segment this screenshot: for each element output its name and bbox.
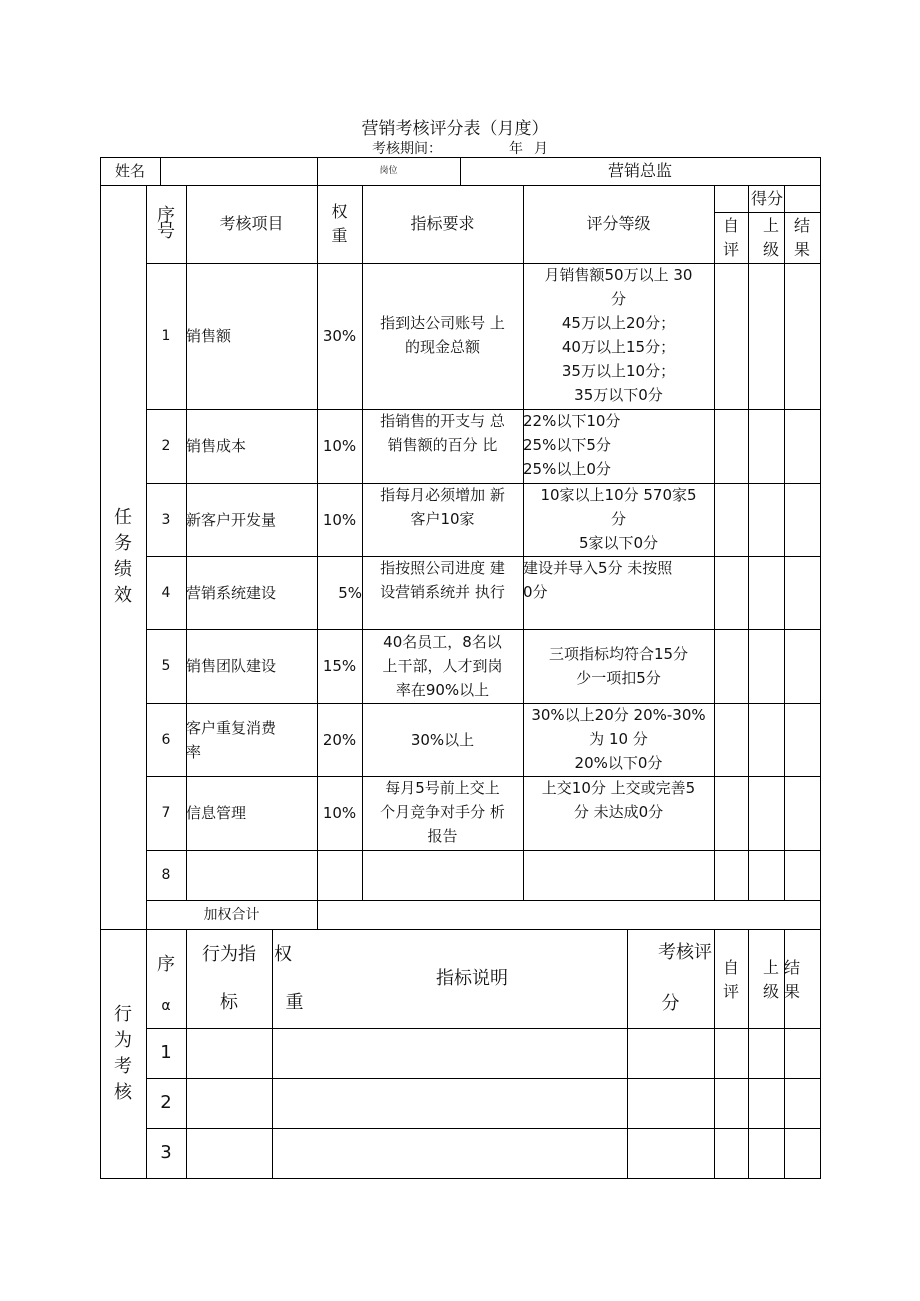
bcol-weight-top: 权 (274, 944, 292, 965)
col-grade: 评分等级 (586, 214, 651, 233)
row-weight: 30% (322, 327, 357, 345)
row-requirement (362, 850, 523, 900)
behavior-cell[interactable] (714, 1028, 748, 1078)
row-grade: 上交10分 上交或完善5 分 未达成0分 (541, 779, 696, 821)
score-result-cell[interactable] (784, 263, 820, 409)
row-item: 销售成本 (186, 437, 247, 455)
row-seq: 7 (161, 805, 171, 821)
row-weight: 10% (322, 437, 357, 455)
behavior-cell[interactable] (748, 1028, 784, 1078)
task-section-label: 任 务 绩 效 (114, 507, 132, 606)
row-item: 新客户开发量 (186, 510, 277, 529)
period-label: 考核期间： (372, 141, 442, 157)
bcol-grade-top: 考核评 (658, 942, 712, 963)
score-result-cell[interactable] (784, 703, 820, 776)
dept-label: 岗位 (379, 166, 398, 176)
row-weight (317, 850, 362, 900)
behavior-cell[interactable] (627, 1028, 714, 1078)
behavior-cell[interactable] (784, 1078, 820, 1128)
row-seq: 3 (161, 511, 171, 528)
col-weight: 权 重 (331, 202, 348, 245)
bcol-result: 结 果 (784, 958, 801, 1001)
score-self-cell[interactable] (714, 483, 748, 556)
bcol-desc: 指标说明 (436, 967, 508, 989)
score-self-cell[interactable] (714, 776, 748, 850)
row-weight: 15% (322, 657, 357, 675)
score-result-cell[interactable] (784, 556, 820, 629)
bcol-weight-bottom: 重 (285, 992, 304, 1013)
score-self-cell[interactable] (714, 703, 748, 776)
score-result-cell[interactable] (784, 850, 820, 900)
bcol-self: 自 评 (722, 958, 739, 1001)
form-title: 营销考核评分表（月度） (361, 119, 549, 139)
score-superior-cell[interactable] (748, 483, 784, 556)
score-self-cell[interactable] (714, 629, 748, 703)
row-grade: 三项指标均符合15分 少一项扣5分 (548, 645, 689, 687)
col-self: 自 评 (722, 215, 739, 259)
score-result-cell[interactable] (784, 409, 820, 483)
row-grade: 月销售额50万以上 30 分 45万以上20分； 40万以上15分； 35万以上10分； 35万以下0分 (544, 266, 693, 404)
behavior-section-label: 行 为 考 核 (114, 1003, 132, 1103)
row-item (186, 850, 317, 900)
row-weight: 10% (322, 804, 357, 822)
col-item: 考核项目 (219, 214, 284, 233)
score-self-cell[interactable] (714, 556, 748, 629)
bcol-indicator-top: 行为指 (202, 944, 256, 965)
row-weight: 10% (322, 510, 357, 529)
period-month: 月 (534, 141, 548, 157)
behavior-cell[interactable] (748, 1128, 784, 1178)
row-item: 营销系统建设 (186, 583, 277, 602)
row-seq: 1 (161, 328, 171, 344)
row-seq: 2 (161, 438, 171, 454)
col-score: 得分 (750, 188, 783, 208)
behavior-cell[interactable] (627, 1078, 714, 1128)
score-superior-cell[interactable] (748, 850, 784, 900)
row-seq: 5 (161, 658, 171, 674)
behavior-cell[interactable] (272, 1128, 317, 1178)
name-label: 姓名 (114, 162, 145, 180)
behavior-cell[interactable] (272, 1028, 317, 1078)
position-value: 营销总监 (607, 161, 672, 180)
bcol-seq-mark: α (161, 998, 171, 1014)
behavior-cell[interactable] (272, 1078, 317, 1128)
score-superior-cell[interactable] (748, 629, 784, 703)
row-item: 信息管理 (186, 804, 247, 822)
behavior-cell[interactable] (186, 1078, 272, 1128)
row-requirement: 每月5号前上交上 个月竞争对手分 析 报告 (380, 779, 505, 845)
row-grade (523, 850, 714, 900)
bcol-indicator-bottom: 标 (220, 992, 238, 1013)
row-requirement: 指到达公司账号 上 的现金总额 (380, 314, 505, 356)
behavior-cell[interactable] (317, 1128, 627, 1178)
row-item: 销售团队建设 (186, 657, 277, 675)
grid-line (100, 1178, 821, 1179)
col-superior: 上 级 (762, 215, 779, 259)
col-requirement: 指标要求 (410, 214, 475, 233)
score-self-cell[interactable] (714, 409, 748, 483)
behavior-row-seq: 3 (160, 1142, 172, 1163)
behavior-cell[interactable] (784, 1128, 820, 1178)
row-seq: 8 (161, 867, 171, 883)
bcol-grade-bottom: 分 (661, 993, 680, 1014)
row-weight: 5% (338, 583, 362, 602)
score-self-cell[interactable] (714, 263, 748, 409)
row-requirement: 指销售的开支与 总 销售额的百分 比 (380, 412, 505, 454)
behavior-cell[interactable] (784, 1028, 820, 1078)
row-requirement: 40名员工，8名以 上干部，人才到岗 率在90%以上 (382, 633, 503, 699)
row-grade: 30%以上20分 20%-30% 为 10 分 20%以下0分 (531, 706, 706, 772)
bcol-superior: 上 级 (762, 958, 779, 1001)
score-superior-cell[interactable] (748, 263, 784, 409)
score-result-cell[interactable] (784, 483, 820, 556)
bcol-seq: 序 (157, 954, 175, 975)
name-field[interactable] (160, 157, 317, 185)
row-grade: 建设并导入5分 未按照 0分 (523, 559, 673, 601)
row-requirement: 指每月必须增加 新 客户10家 (380, 486, 505, 528)
row-weight: 20% (322, 730, 357, 749)
row-grade: 22%以下10分 25%以下5分 25%以上0分 (523, 412, 621, 478)
behavior-row-seq: 1 (160, 1042, 172, 1063)
behavior-cell[interactable] (186, 1028, 272, 1078)
behavior-cell[interactable] (317, 1078, 627, 1128)
behavior-row-seq: 2 (160, 1092, 172, 1113)
score-superior-cell[interactable] (748, 409, 784, 483)
row-requirement: 指按照公司进度 建 设营销系统并 执行 (380, 559, 505, 601)
score-superior-cell[interactable] (748, 776, 784, 850)
total-label: 加权合计 (203, 906, 260, 923)
grid-line (820, 157, 821, 1179)
row-requirement: 30%以上 (410, 730, 475, 749)
behavior-cell[interactable] (714, 1128, 748, 1178)
score-self-cell[interactable] (714, 850, 748, 900)
behavior-cell[interactable] (714, 1078, 748, 1128)
col-seq: 序 号 (157, 205, 175, 242)
col-result: 结 果 (793, 215, 810, 259)
behavior-cell[interactable] (627, 1128, 714, 1178)
behavior-cell[interactable] (317, 1028, 627, 1078)
row-item: 销售额 (186, 327, 232, 345)
row-item: 客户重复消费 率 (186, 718, 277, 761)
score-result-cell[interactable] (784, 629, 820, 703)
row-seq: 4 (161, 584, 171, 601)
row-seq: 6 (161, 731, 171, 748)
period-year: 年 (509, 141, 523, 157)
behavior-cell[interactable] (748, 1078, 784, 1128)
score-result-cell[interactable] (784, 776, 820, 850)
behavior-cell[interactable] (186, 1128, 272, 1178)
score-superior-cell[interactable] (748, 703, 784, 776)
row-grade: 10家以上10分 570家5 分 5家以下0分 (540, 486, 697, 552)
score-superior-cell[interactable] (748, 556, 784, 629)
